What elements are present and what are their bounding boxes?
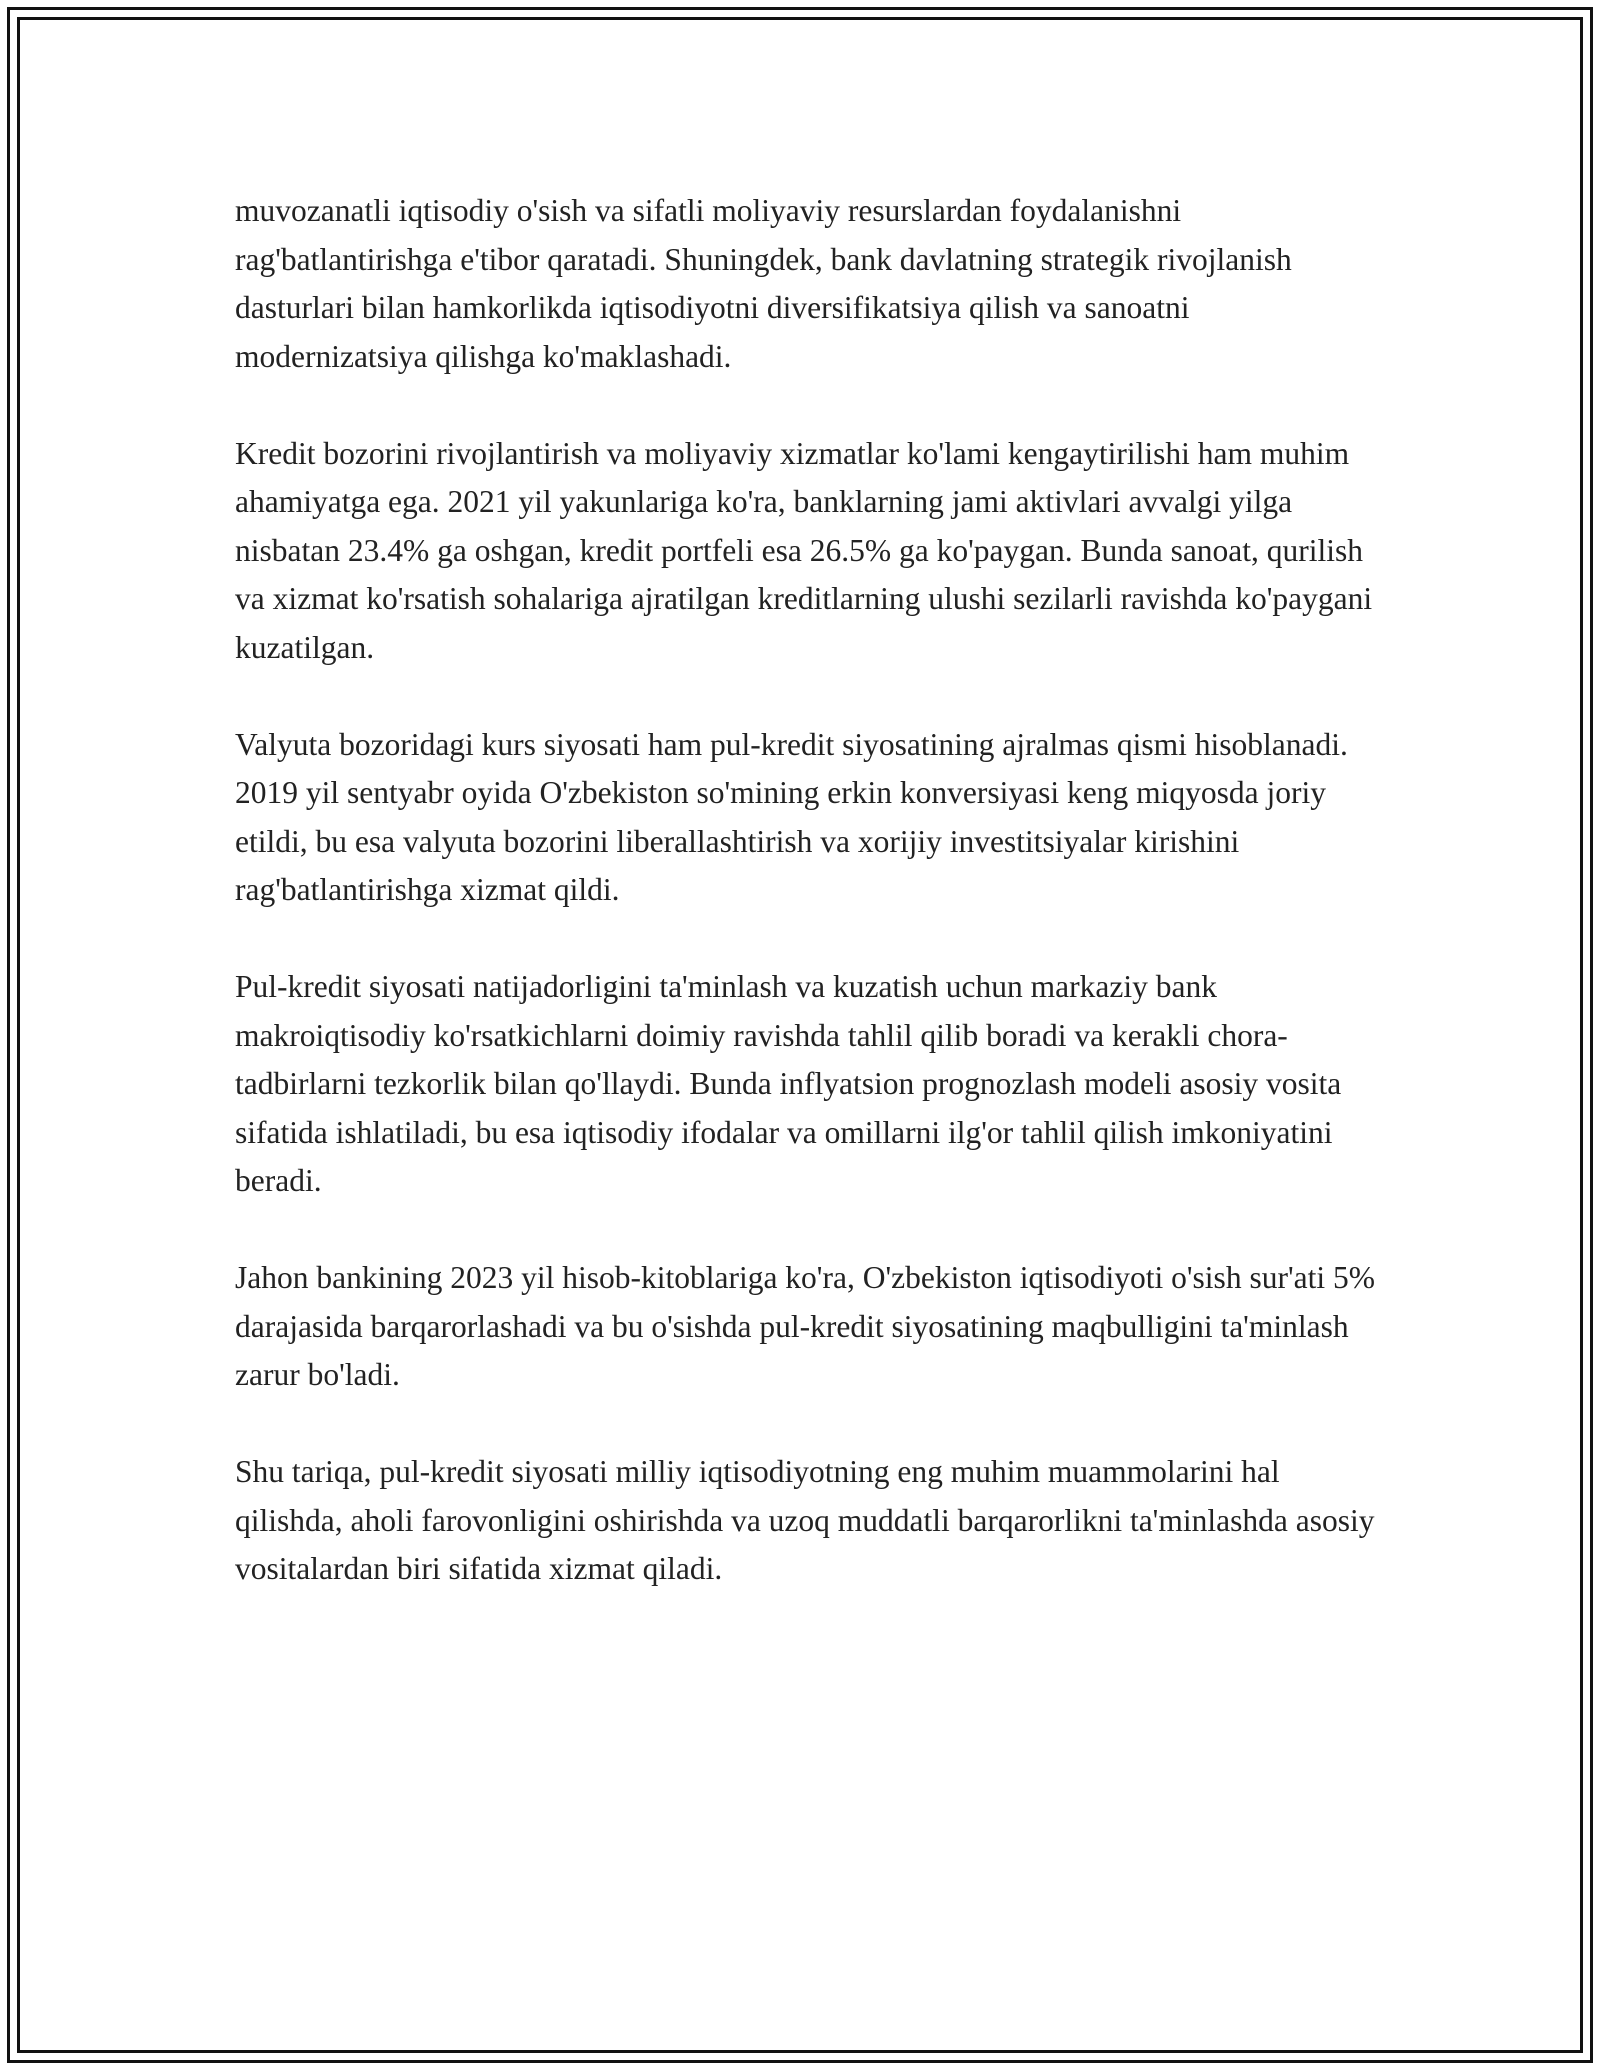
paragraph: Valyuta bozoridagi kurs siyosati ham pul-kredit siyosatining ajralmas qismi hisoblanadi. 2019 yil sentyabr oyida O'zbekiston so'mining erkin konversiyasi keng miqyosda joriy etildi, bu esa valyuta bozorini liberallashtirish va xorijiy investitsiyalar kirishini rag'batlantirishga xizmat qildi. (235, 726, 1348, 907)
paragraph: Jahon bankining 2023 yil hisob-kitoblariga ko'ra, O'zbekiston iqtisodiyoti o'sish sur'ati 5% darajasida barqarorlashadi va bu o'sishda pul-kredit siyosatining maqbulligini ta'minlash zarur bo'ladi. (235, 1260, 1375, 1392)
document-body (235, 187, 1375, 1594)
paragraph: Pul-kredit siyosati natijadorligini ta'minlash va kuzatish uchun markaziy bank makroiqtisodiy ko'rsatkichlarni doimiy ravishda tahlil qilib boradi va kerakli chora-tadbirlarni tezkorlik bilan qo'llaydi. Bunda inflyatsion prognozlash modeli asosiy vosita sifatida ishlatiladi, bu esa iqtisodiy ifodalar va omillarni ilg'or tahlil qilish imkoniyatini beradi. (235, 969, 1342, 1198)
paragraph: Shu tariqa, pul-kredit siyosati milliy iqtisodiyotning eng muhim muammolarini hal qilishda, aholi farovonligini oshirishda va uzoq muddatli barqarorlikni ta'minlashda asosiy vositalardan biri sifatida xizmat qiladi. (235, 1454, 1375, 1586)
paragraph: Kredit bozorini rivojlantirish va moliyaviy xizmatlar ko'lami kengaytirilishi ham muhim ahamiyatga ega. 2021 yil yakunlariga ko'ra, banklarning jami aktivlari avvalgi yilga nisbatan 23.4% ga oshgan, kredit portfeli esa 26.5% ga ko'paygan. Bunda sanoat, qurilish va xizmat ko'rsatish sohalariga ajratilgan kreditlarning ulushi sezilarli ravishda ko'paygani kuzatilgan. (235, 435, 1373, 665)
paragraph: muvozanatli iqtisodiy o'sish va sifatli moliyaviy resurslardan foydalanishni rag'batlantirishga e'tibor qaratadi. Shuningdek, bank davlatning strategik rivojlanish dasturlari bilan hamkorlikda iqtisodiyotni diversifikatsiya qilish va sanoatni modernizatsiya qilishga ko'maklashadi. (235, 193, 1292, 374)
